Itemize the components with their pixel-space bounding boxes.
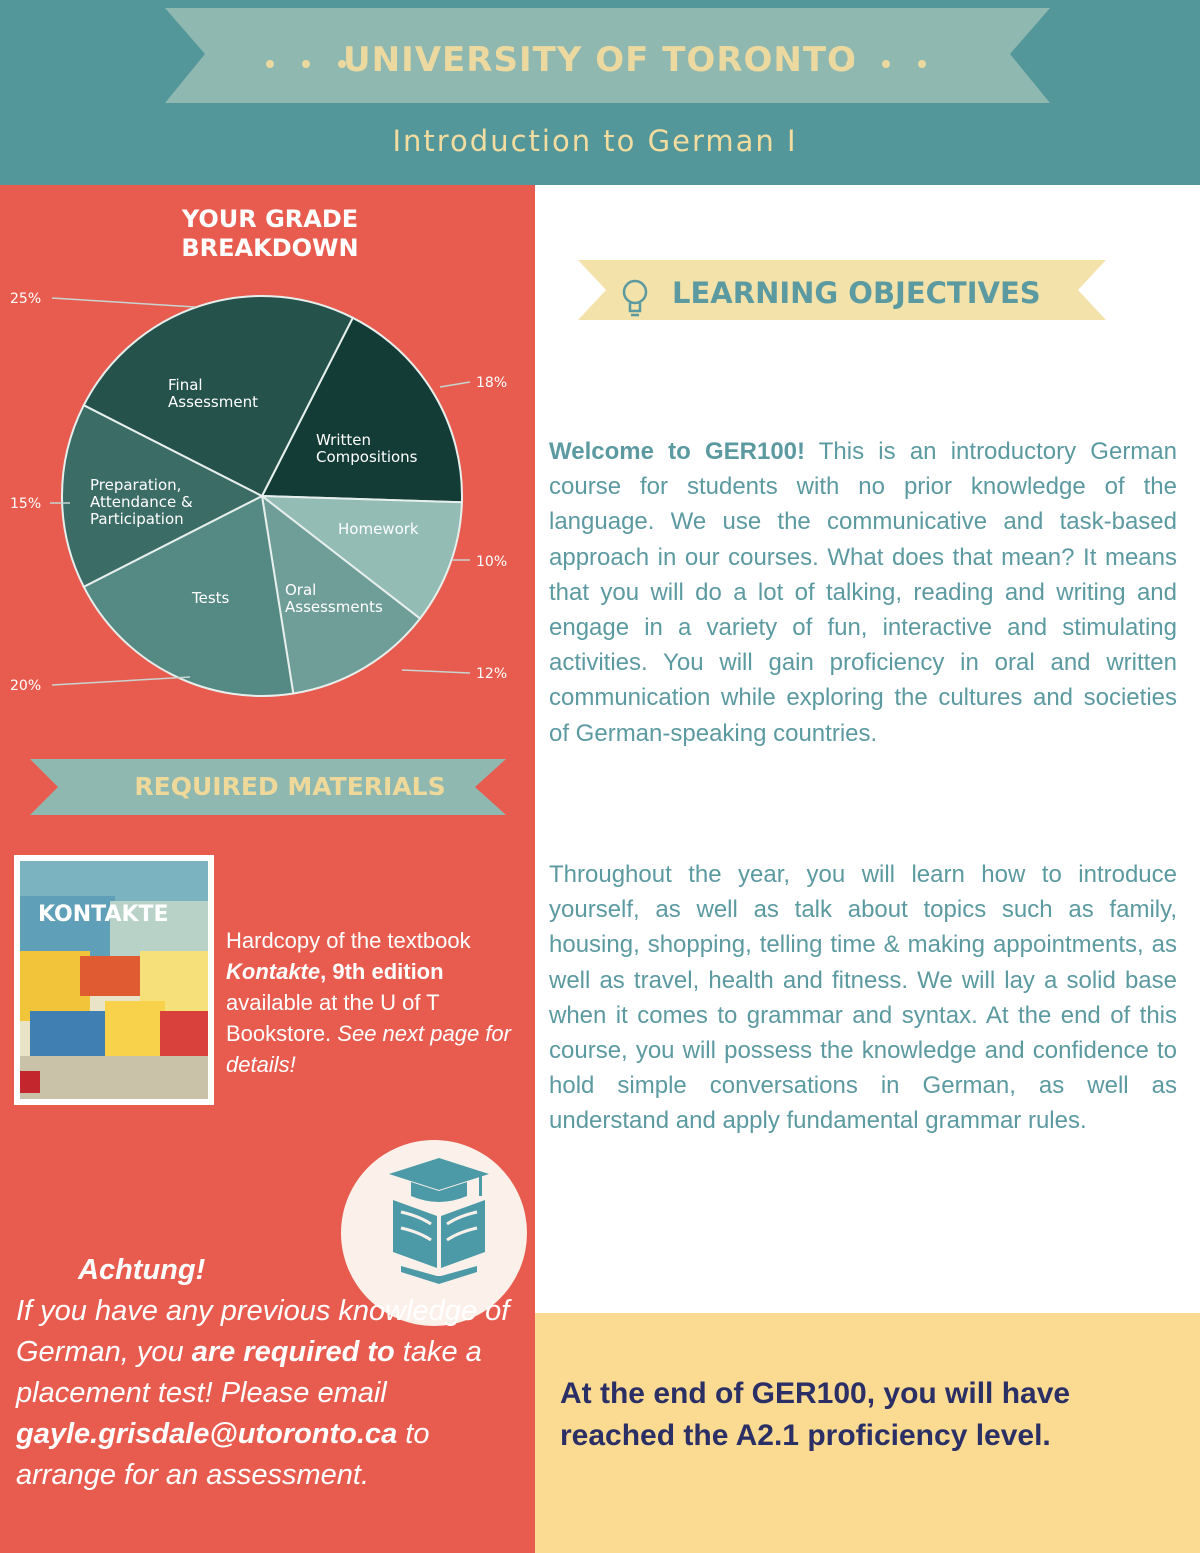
pie-slice-label: Written Compositions (316, 431, 418, 466)
proficiency-goal-box (535, 1313, 1200, 1553)
textbook-description: Hardcopy of the textbook Kontakte, 9th edition available at the U of T Bookstore. See next page for details! (226, 928, 511, 1077)
pie-slice-label: Oral Assessments (285, 581, 383, 616)
required-materials-title: REQUIRED MATERIALS (134, 772, 446, 801)
contact-email[interactable]: gayle.grisdale@utoronto.ca (16, 1418, 398, 1450)
textbook-cover-title: KONTAKTE (38, 902, 169, 927)
pct-label-written: 18% (476, 375, 508, 391)
learning-objectives-title: LEARNING OBJECTIVES (672, 276, 1041, 310)
university-name: UNIVERSITY OF TORONTO (343, 40, 857, 80)
pct-label-final: 25% (10, 291, 42, 307)
topics-paragraph: Throughout the year, you will learn how to introduce yourself, as well as talk about topics such as family, housing, shopping, telling time & making appointments, as well as travel, health and fitness. We will lay a solid base when it comes to grammar and syntax. At the end of this course, you will possess the knowledge and confidence to hold simple conversations in German, as well as understand and apply fundamental grammar rules. (549, 861, 1177, 1135)
placement-test-notice: Achtung! If you have any previous knowledge of German, you are required to take a placement test! Please email gayle.grisdale@utoronto.ca to arrange for an assessment. (16, 1250, 516, 1496)
left-column (0, 185, 535, 1553)
proficiency-goal-text: At the end of GER100, you will have reached the A2.1 proficiency level. (560, 1377, 1071, 1452)
pct-label-homework: 10% (476, 554, 508, 570)
grade-pie-chart (0, 185, 535, 745)
pie-slice-label: Final Assessment (168, 376, 258, 411)
textbook-cover-art (20, 861, 208, 1099)
course-title: Introduction to German I (392, 124, 798, 158)
intro-paragraph: Welcome to GER100! This is an introductory German course for students with no prior knowledge of the language. We use the communicative and task-based approach in our courses. What does that mean? It means that you will do a lot of talking, reading and writing and engage in a variety of fun, interactive and stimulating activities. You will gain proficiency in oral and written communication while exploring the cultures and societies of German-speaking countries. (549, 438, 1177, 747)
welcome-text: Welcome to GER100! (549, 438, 806, 465)
header (0, 0, 1200, 185)
pie-slice-label: Tests (192, 589, 230, 607)
pct-label-tests: 20% (10, 678, 42, 694)
pct-label-preparation: 15% (10, 496, 42, 512)
textbook-cover (14, 855, 214, 1105)
pct-label-oral: 12% (476, 666, 508, 682)
pie-slice-label: Preparation, Attendance & Participation (90, 476, 193, 528)
pie-slice-label: Homework (338, 520, 419, 538)
achtung-heading: Achtung! (78, 1254, 206, 1286)
grade-breakdown-title: YOUR GRADE BREAKDOWN (181, 205, 359, 262)
